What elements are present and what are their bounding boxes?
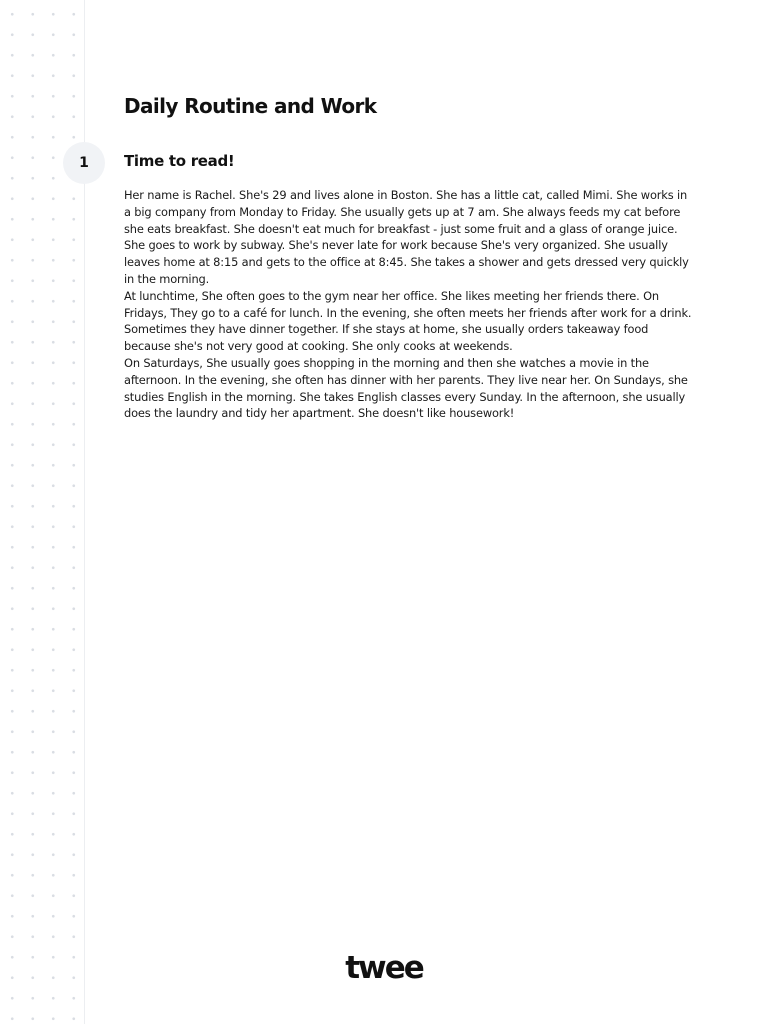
reading-paragraph: On Saturdays, She usually goes shopping in the morning and then she watches a movie in the afternoon. In the evening, she often has dinner with her parents. They live near her. On Sundays, she studies English in the morning. She takes English classes every Sunday. In the afternoon, she usually does the laundry and tidy her apartment. She doesn't like housework! — [124, 355, 688, 421]
reading-paragraph: She goes to work by subway. She's never late for work because She's very organized. She usually leaves home at 8:15 and gets to the office at 8:45. She takes a shower and gets dressed very quickly in the morning. — [124, 238, 689, 286]
reading-paragraph: Her name is Rachel. She's 29 and lives alone in Boston. She has a little cat, called Mimi. She works in a big company from Monday to Friday. She usually gets up at 7 am. She always feeds my cat before she eats breakfast. She doesn't eat much for breakfast - just some fruit and a glass of orange juice. — [124, 188, 688, 236]
reading-paragraph: At lunchtime, She often goes to the gym near her office. She likes meeting her friends there. On Fridays, They go to a café for lunch. In the evening, she often meets her friends after work for a drink. Sometimes they have dinner together. If she stays at home, she usually orders takeaway food because she's not very good at cooking. She only cooks at weekends. — [124, 288, 692, 354]
twee-logo: twee — [345, 950, 423, 986]
page-title: Daily Routine and Work — [124, 94, 377, 118]
reading-passage — [124, 187, 696, 422]
section-title: Time to read! — [124, 152, 235, 170]
task-number-badge: 1 — [63, 142, 105, 184]
